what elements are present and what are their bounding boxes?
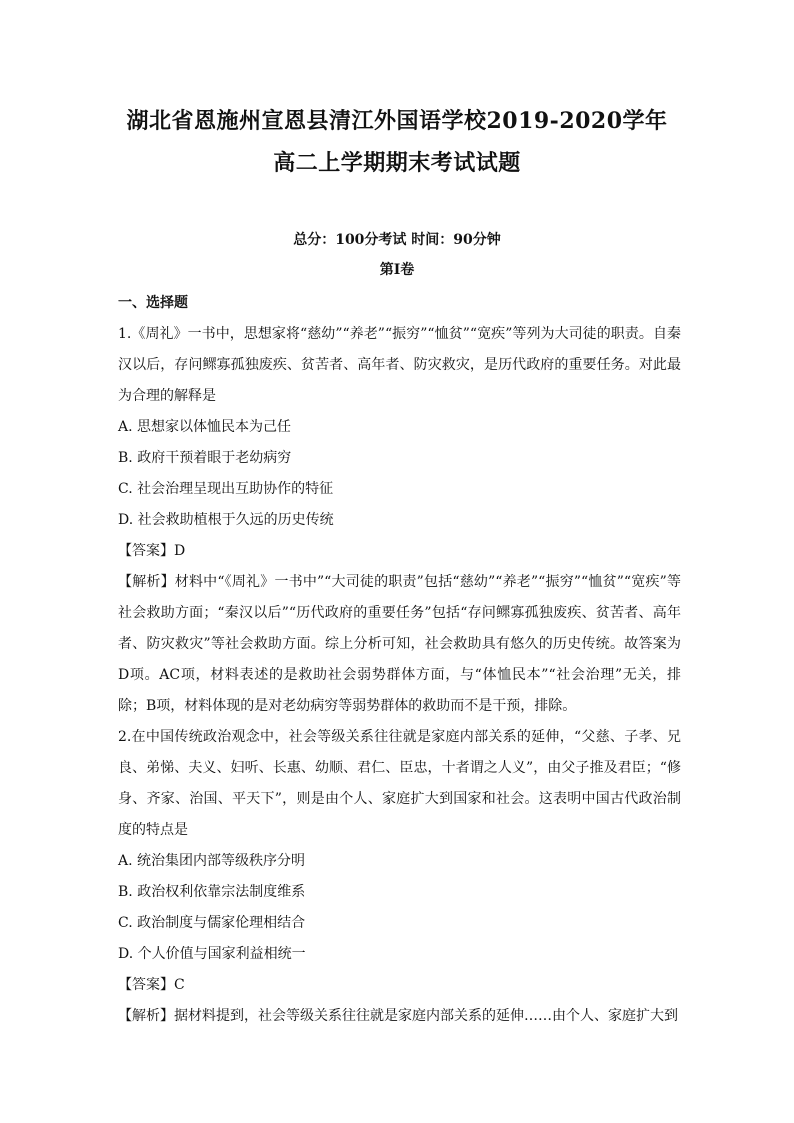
answer-label: 【答案】C [118, 977, 185, 993]
document-title-line1: 湖北省恩施州宣恩县清江外国语学校2019-2020学年 [126, 108, 668, 134]
option-b: B. 政府干预着眼于老幼病穷 [118, 450, 292, 466]
section-heading: 一、选择题 [118, 295, 188, 311]
option-a: A. 统治集团内部等级秩序分明 [118, 853, 306, 869]
analysis-text: 【解析】材料中“《周礼》一书中”“大司徒的职责”包括“慈幼”“养老”“振穷”“恤贫”“宽疾”等社会救助方面；“秦汉以后”“历代政府的重要任务”包括“存问鳏寡孤独废疾、贫苦者、高年者、防灾救灾”等社会救助方面。综上分析可知，社会救助具有悠久的历史传统。故答案为D项。AC项，材料表述的是救助社会弱势群体方面，与“体恤民本”“社会治理”无关，排除；B项，材料体现的是对老幼病穷等弱势群体的救助而不是干预，排除。 [118, 574, 681, 714]
option-d: D. 个人价值与国家利益相统一 [118, 946, 306, 962]
exam-meta: 总分：100分考试 时间：90分钟 [293, 232, 501, 248]
volume-label: 第Ⅰ卷 [379, 262, 415, 278]
option-c: C. 社会治理呈现出互助协作的特征 [118, 481, 334, 497]
question-2 [118, 722, 681, 1032]
question-stem: 2.在中国传统政治观念中，社会等级关系往往就是家庭内部关系的延伸，“父慈、子孝、兄良、弟悌、夫义、妇听、长惠、幼顺、君仁、臣忠，十者谓之人义”，由父子推及君臣；“修身、齐家、治国、平天下”，则是由个人、家庭扩大到国家和社会。这表明中国古代政治制度的特点是 [118, 729, 681, 838]
questions-body [118, 319, 681, 1032]
option-d: D. 社会救助植根于久远的历史传统 [118, 512, 334, 528]
option-a: A. 思想家以体恤民本为己任 [118, 419, 292, 435]
analysis-text: 【解析】据材料提到，社会等级关系往往就是家庭内部关系的延伸……由个人、家庭扩大到 [118, 1008, 678, 1024]
document-title-line2: 高二上学期期末考试试题 [273, 150, 521, 176]
question-1 [118, 319, 681, 722]
option-b: B. 政治权利依靠宗法制度维系 [118, 884, 306, 900]
answer-label: 【答案】D [118, 543, 186, 559]
option-c: C. 政治制度与儒家伦理相结合 [118, 915, 306, 931]
question-stem: 1.《周礼》一书中，思想家将“慈幼”“养老”“振穷”“恤贫”“宽疾”等列为大司徒的职责。自秦汉以后，存问鳏寡孤独废疾、贫苦者、高年者、防灾救灾，是历代政府的重要任务。对此最为合理的解释是 [118, 326, 681, 404]
